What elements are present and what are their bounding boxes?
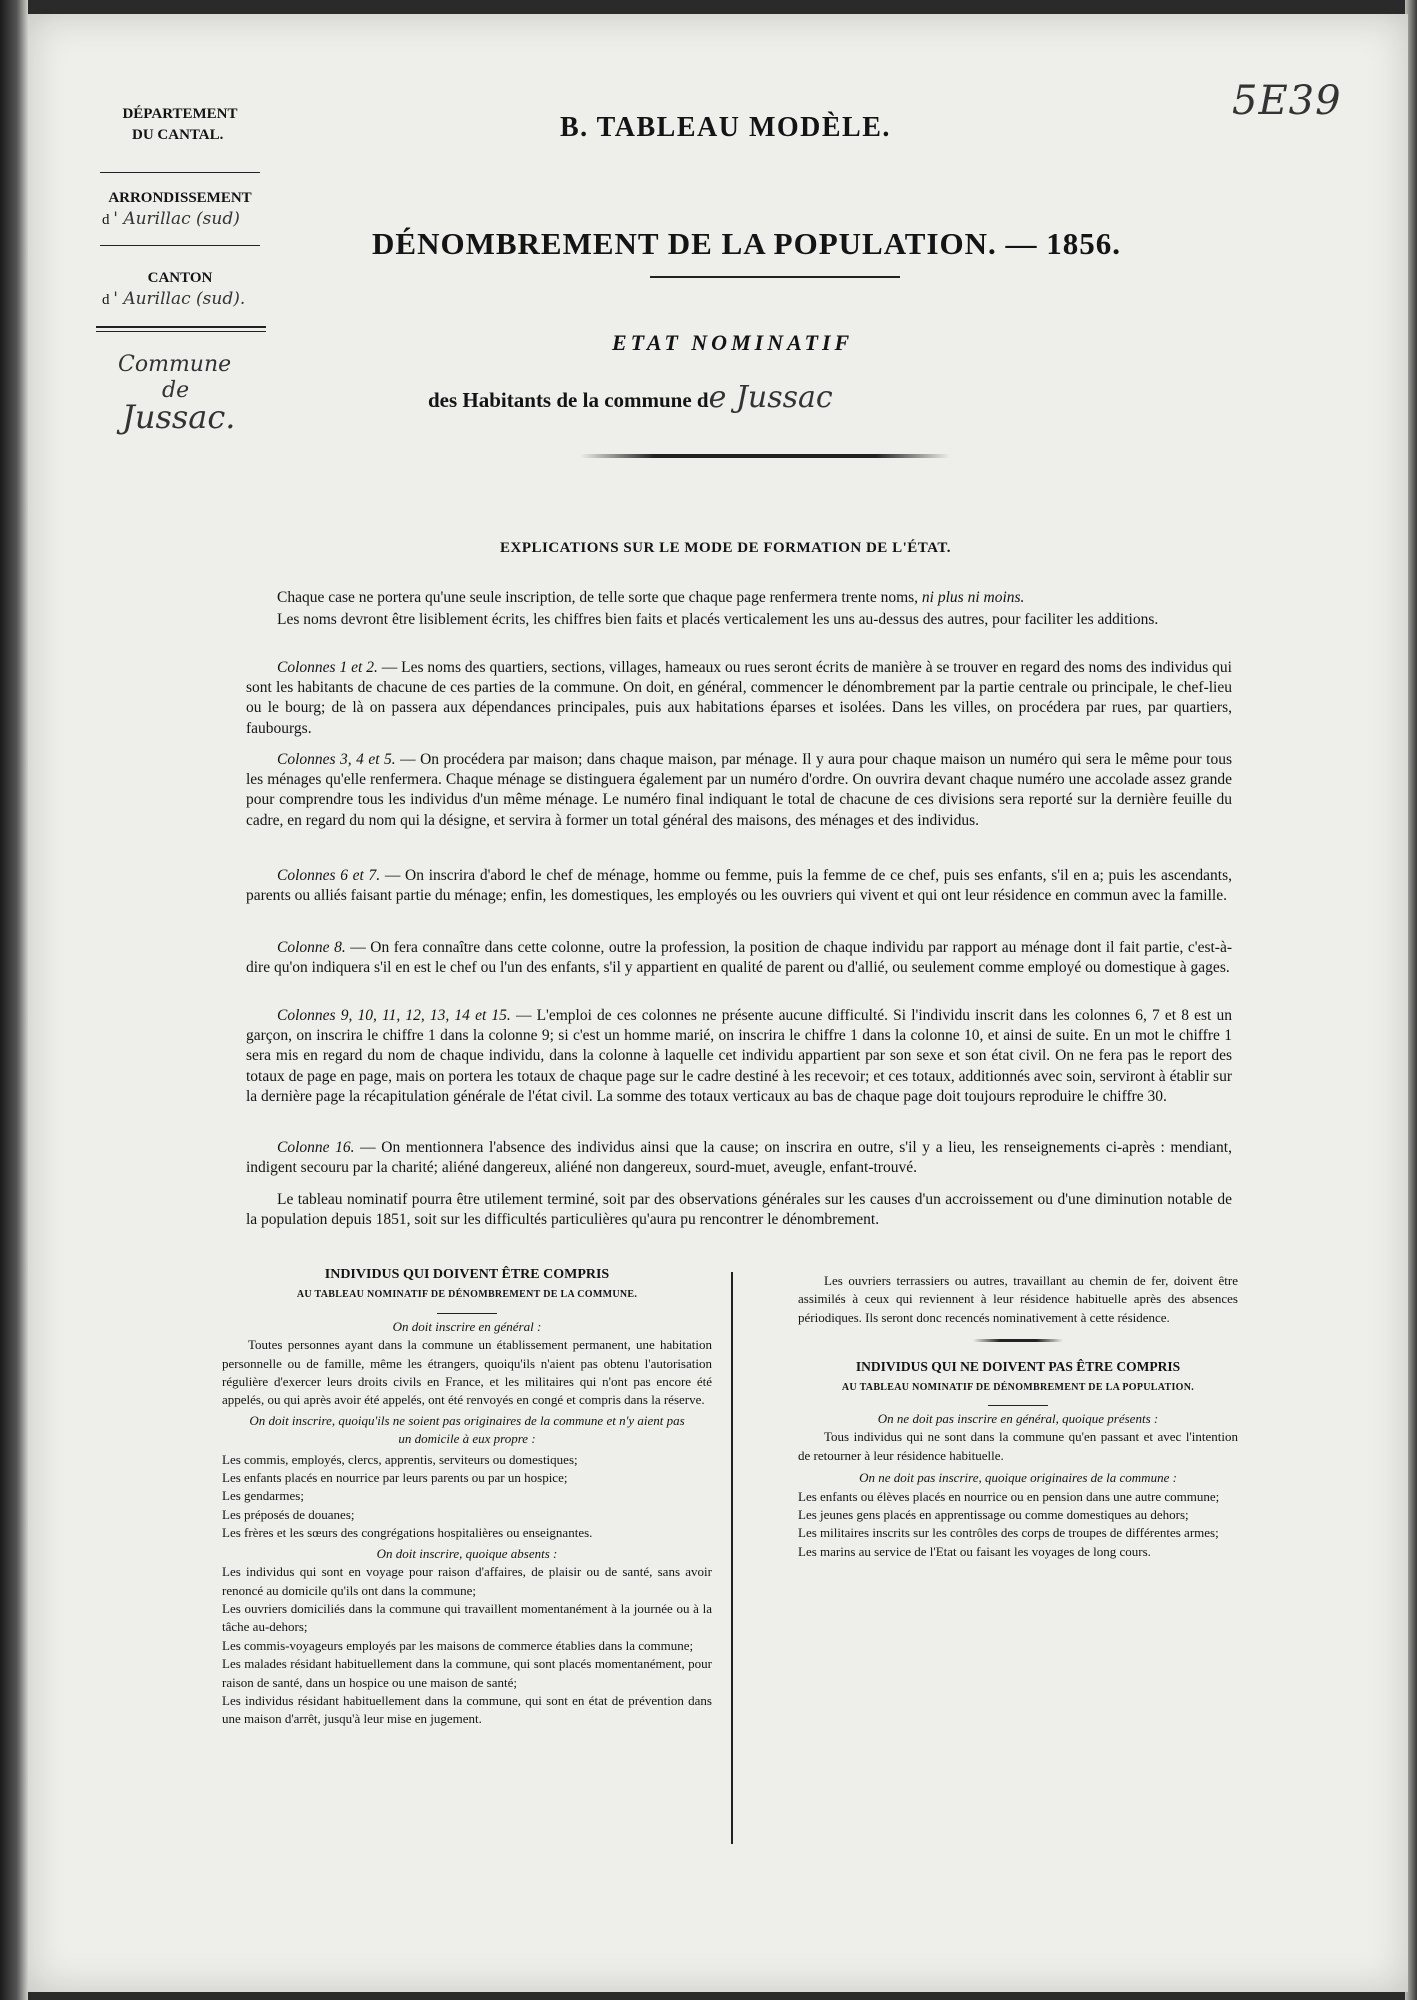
department-name: DU CANTAL. — [132, 127, 224, 143]
included-sec3-item: Les individus résidant habituellement dans la commune, qui sont en état de prévention dans une maison d'arrêt, jusqu'à leur mise en jugement. — [222, 1692, 712, 1727]
explanation-p5: Colonnes 6 et 7. — On inscrira d'abord le chef de ménage, homme ou femme, puis la femme de ce chef, puis ses enfants, s'il en a; puis les ascendants, parents ou alliés faisant partie du ménage; enfin, les domestiques, les employés ou les ouvriers qui vivent et qui ont leur résidence en commun avec la famille. — [246, 867, 1232, 905]
explanation-p9: Le tableau nominatif pourra être utilement terminé, soit par des observations générales sur les causes d'un accroissement ou d'une diminution notable de la population depuis 1851, soit sur les difficultés particulières qu'aura pu rencontrer le dénombrement. — [246, 1191, 1232, 1229]
canton-line: d ' Aurillac (sud). — [102, 289, 246, 309]
included-sec2-item: Les préposés de douanes; — [222, 1506, 355, 1522]
excluded-sec2-item: Les marins au service de l'Etat ou faisant les voyages de long cours. — [798, 1543, 1151, 1559]
commune-hand-line2: de — [162, 378, 190, 403]
included-sec2-item: Les commis, employés, clercs, apprentis, serviteurs ou domestiques; — [222, 1451, 578, 1467]
commune-hand-line3: Jussac. — [122, 398, 236, 436]
included-heading: INDIVIDUS QUI DOIVENT ÊTRE COMPRIS — [324, 1267, 610, 1282]
binding-edge — [0, 0, 28, 2000]
explanation-p7: Colonnes 9, 10, 11, 12, 13, 14 et 15. — L'emploi de ces colonnes ne présente aucune difficulté. Si l'individu inscrit dans les colonnes 6, 7 et 8 est un garçon, on inscrira le chiffre 1 dans la colonne 9; si c'est un homme marié, on inscrira le chiffre 1 dans la colonne 10, et ainsi de suite. En un mot le chiffre 1 sera mis en regard du nom de chaque individu, dans la colonne à laquelle cet individu appartient par son sexe et son état civil. On ne fera pas le report des totaux de page en page, mais on portera les totaux de chaque page sur le cadre destiné à les recevoir; et ces totaux, additionnés avec soin, serviront à établir sur la dernière page la récapitulation générale de l'état civil. La somme des totaux verticaux au bas de chaque page doit toujours reproduire le chiffre 30. — [246, 1007, 1233, 1105]
model-title: B. TABLEAU MODÈLE. — [560, 112, 891, 143]
explanation-p4: Colonnes 3, 4 et 5. — On procédera par maison; dans chaque maison, par ménage. Il y aura pour chaque maison un numéro qui sera le même pour tous les ménages qu'elle renfermera. Chaque ménage se distinguera également par un numéro d'ordre. On ouvrira devant chaque numéro une accolade assez grande pour comprendre tous les individus d'un même ménage. Le numéro final indiquant le total de chacune de ces divisions sera reporté sur la dernière feuille du cadre, en regard du nom qui la désigne, et servira à former un total général des maisons, des ménages et des individus. — [246, 751, 1232, 829]
explanation-p8: Colonne 16. — On mentionnera l'absence des individus ainsi que la cause; on inscrira en outre, s'il y a lieu, les renseignements ci-après : mendiant, indigent secouru par la charité; aliéné dangereux, aliéné non dangereux, sourd-muet, aveugle, enfant-trouvé. — [246, 1139, 1232, 1177]
main-title-rule — [650, 276, 900, 278]
excluded-sec1-text: Tous individus qui ne sont dans la commune qu'en passant et avec l'intention de retourner à leur résidence habituelle. — [798, 1429, 1238, 1463]
included-sec3-item: Les malades résidant habituellement dans la commune, qui sont placés momentanément, pour raison de santé, dans un hospice ou une maison de santé; — [222, 1656, 712, 1690]
excluded-sec2-item: Les militaires inscrits sur les contrôles des corps de troupes de différentes armes; — [798, 1525, 1219, 1541]
commune-name-hand: e Jussac — [708, 380, 833, 415]
canton-value: ' Aurillac (sud). — [113, 289, 246, 309]
included-subheading: AU TABLEAU NOMINATIF DE DÉNOMBREMENT DE LA COMMUNE. — [296, 1289, 638, 1301]
main-title: DÉNOMBREMENT DE LA POPULATION. — 1856. — [372, 226, 1122, 261]
excluded-sec2-item: Les enfants ou élèves placés en nourrice ou en pension dans une autre commune; — [798, 1488, 1220, 1504]
habitants-prefix: des Habitants de la commune d — [428, 388, 709, 412]
canton-block — [80, 268, 280, 311]
included-sec3-item: Les ouvriers domiciliés dans la commune qui travaillent momentanément à la journée ou à la tâche au-dehors; — [222, 1600, 712, 1635]
department-block — [80, 104, 280, 146]
included-sec1-text: Toutes personnes ayant dans la commune un établissement permanent, une habitation personnelle ou de famille, même les étrangers, quoiqu'ils n'aient pas obtenu l'autorisation régulière d'exercer leurs droits civils en France, et les militaires qui n'ont pas encore été appelés, ou qui après avoir été appelés, ont été renvoyés en congé et compris dans la réserve. — [222, 1337, 712, 1408]
explanation-p2: Les noms devront être lisiblement écrits, les chiffres bien faits et placés verticalement les uns au-dessus des autres, pour faciliter les additions. — [277, 611, 1159, 628]
included-sec2-title: On doit inscrire, quoiqu'ils ne soient pas originaires de la commune et n'y aient pas un domicile à eux propre : — [249, 1412, 685, 1447]
department-label: DÉPARTEMENT — [122, 106, 238, 122]
explanations-heading: EXPLICATIONS SUR LE MODE DE FORMATION DE L'ÉTAT. — [500, 540, 951, 556]
right-column — [798, 1272, 1238, 1561]
archive-reference: 5E39 — [1232, 78, 1342, 124]
explanation-p1: Chaque case ne portera qu'une seule inscription, de telle sorte que chaque page renfermera trente noms, ni plus ni moins. — [277, 589, 1025, 606]
left-column — [222, 1266, 712, 1729]
right-ornament — [973, 1339, 1063, 1342]
included-sec2-item: Les enfants placés en nourrice par leurs parents ou par un hospice; — [222, 1470, 568, 1486]
arrondissement-block — [80, 188, 280, 231]
explanation-p3: Colonnes 1 et 2. — Les noms des quartiers, sections, villages, hameaux ou rues seront écrits de manière à se trouver en regard des noms des individus qui sont les habitants de chacune de ces parties de la commune. On doit, en général, commencer le dénombrement par la partie centrale ou principale, le chef-lieu ou le bourg; de là on passera aux dépendances principales, puis aux habitations éparses et isolées. Dans les villes, on procédera par rues, par quartiers, faubourgs. — [246, 659, 1232, 737]
explanation-p6: Colonne 8. — On fera connaître dans cette colonne, outre la profession, la position de chaque individu par rapport au ménage dont il fait partie, c'est-à-dire qu'on indiquera s'il en est le chef ou l'un des enfants, s'il y appartient en qualité de parent ou d'allié, ou seulement comme employé ou domestique à gages. — [246, 939, 1232, 977]
arrondissement-rule — [100, 245, 260, 246]
ornament-rule — [580, 454, 950, 458]
excluded-sec2-item: Les jeunes gens placés en apprentissage ou comme domestiques au dehors; — [798, 1507, 1189, 1523]
included-sec2-item: Les frères et les sœurs des congrégations hospitalières ou enseignantes. — [222, 1525, 593, 1541]
included-sec3-item: Les commis-voyageurs employés par les maisons de commerce établies dans la commune; — [222, 1637, 694, 1653]
excluded-rule — [988, 1405, 1048, 1406]
habitants-line — [428, 380, 833, 415]
commune-handwritten — [118, 352, 278, 436]
canton-rule — [96, 326, 266, 332]
excluded-sec2-title: On ne doit pas inscrire, quoique originaires de la commune : — [859, 1470, 1177, 1486]
arrondissement-line: d ' Aurillac (sud) — [102, 209, 240, 229]
railway-workers-note: Les ouvriers terrassiers ou autres, travaillant au chemin de fer, doivent être assimilés à ceux qui reviennent à leur résidence habituelle après des absences périodiques. Ils seront donc recencés nominativement à cette résidence. — [798, 1273, 1238, 1325]
etat-nominatif: ETAT NOMINATIF — [612, 330, 854, 355]
commune-hand-line1: Commune — [118, 352, 232, 377]
excluded-heading: INDIVIDUS QUI NE DOIVENT PAS ÊTRE COMPRIS — [855, 1359, 1181, 1375]
canton-label: CANTON — [147, 270, 213, 286]
included-sec3-title: On doit inscrire, quoique absents : — [376, 1545, 558, 1561]
included-sec1-title: On doit inscrire en général : — [392, 1318, 542, 1334]
excluded-subheading: AU TABLEAU NOMINATIF DE DÉNOMBREMENT DE LA POPULATION. — [841, 1381, 1195, 1393]
excluded-sec1-title: On ne doit pas inscrire en général, quoique présents : — [877, 1411, 1159, 1427]
included-sec2-item: Les gendarmes; — [222, 1488, 304, 1504]
department-rule — [100, 172, 260, 173]
included-rule — [437, 1313, 497, 1314]
arrondissement-label: ARRONDISSEMENT — [108, 190, 252, 206]
column-divider — [731, 1272, 733, 1844]
arrondissement-value: ' Aurillac (sud) — [113, 209, 240, 229]
included-sec3-item: Les individus qui sont en voyage pour raison d'affaires, de plaisir ou de santé, sans avoir renoncé au domicile qu'ils ont dans la commune; — [222, 1564, 712, 1598]
